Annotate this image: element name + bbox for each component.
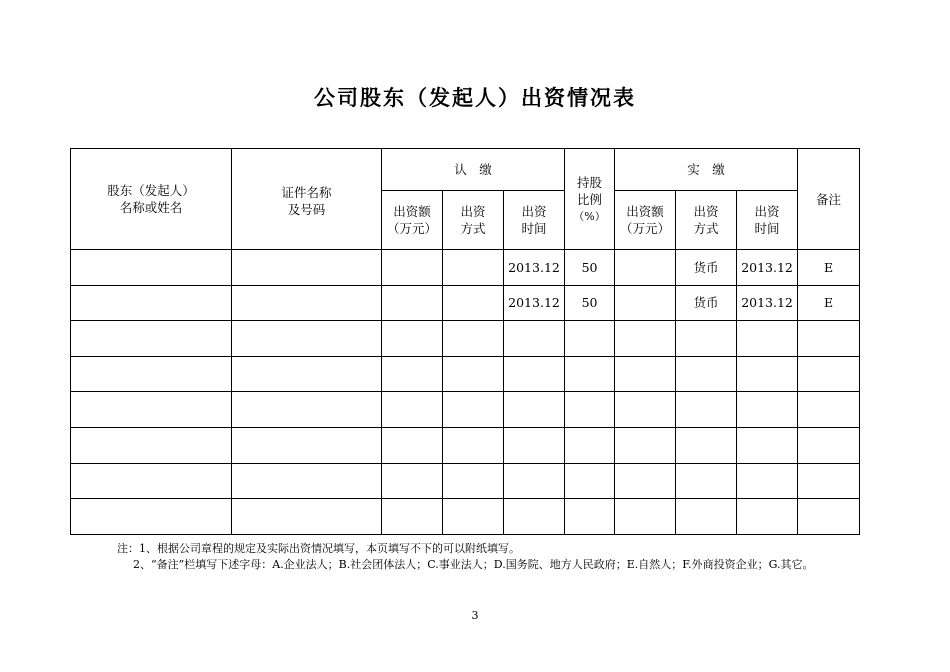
cell-sub-time (504, 463, 565, 499)
cell-remarks (798, 321, 860, 357)
cell-paid-time (737, 356, 798, 392)
header-sub-amount-line1: 出资额 (393, 204, 431, 219)
header-shareholder-line1: 股东（发起人） (107, 183, 195, 198)
cell-paid-method (676, 392, 737, 428)
header-row-1 (71, 149, 860, 191)
cell-paid-time (737, 463, 798, 499)
cell-paid-amount (615, 427, 676, 463)
cell-remarks (798, 427, 860, 463)
cell-shareholder (71, 356, 232, 392)
cell-sub-time (504, 427, 565, 463)
cell-paid-amount (615, 285, 676, 321)
header-sub-time-line1: 出资 (521, 204, 547, 219)
header-ratio-line1: 持股 (577, 175, 603, 190)
cell-sub-method (443, 321, 504, 357)
cell-sub-amount (382, 250, 443, 286)
cell-id (232, 499, 382, 535)
cell-paid-time: 2013.12 (737, 285, 798, 321)
header-id-line1: 证件名称 (281, 185, 332, 200)
cell-ratio (565, 463, 615, 499)
cell-sub-time: 2013.12 (504, 285, 565, 321)
header-sub-amount-line2: （万元） (386, 221, 437, 236)
header-paid-amount-line1: 出资额 (626, 204, 664, 219)
cell-paid-amount (615, 356, 676, 392)
cell-shareholder (71, 392, 232, 428)
header-sub-method-line1: 出资 (460, 204, 486, 219)
cell-sub-method (443, 285, 504, 321)
cell-sub-time (504, 499, 565, 535)
table-row (71, 285, 860, 321)
cell-paid-time (737, 392, 798, 428)
cell-remarks (798, 499, 860, 535)
table-row (71, 463, 860, 499)
header-paid-amount-line2: （万元） (620, 221, 671, 236)
cell-sub-method (443, 427, 504, 463)
table-row (71, 250, 860, 286)
header-subscribed: 认 缴 (382, 149, 565, 191)
note-line-1: 注：1、根据公司章程的规定及实际出资情况填写，本页填写不下的可以附纸填写。 (117, 542, 520, 555)
cell-remarks: E (798, 285, 860, 321)
cell-sub-time (504, 321, 565, 357)
cell-paid-method (676, 356, 737, 392)
cell-remarks: E (798, 250, 860, 286)
header-paid-time-line2: 时间 (754, 221, 780, 236)
cell-sub-method (443, 392, 504, 428)
header-paid-method-line1: 出资 (693, 204, 719, 219)
cell-id (232, 321, 382, 357)
header-sub-method-line2: 方式 (460, 221, 486, 236)
page-number: 3 (471, 609, 479, 622)
cell-ratio (565, 499, 615, 535)
header-ratio (565, 149, 615, 250)
header-paid-time (737, 191, 798, 250)
cell-id (232, 392, 382, 428)
table-row (71, 356, 860, 392)
cell-sub-amount (382, 427, 443, 463)
cell-sub-method (443, 250, 504, 286)
cell-ratio (565, 356, 615, 392)
header-id (232, 149, 382, 250)
header-paid-method (676, 191, 737, 250)
cell-shareholder (71, 321, 232, 357)
header-id-line2: 及号码 (287, 202, 326, 217)
header-sub-method (443, 191, 504, 250)
cell-sub-time: 2013.12 (504, 250, 565, 286)
cell-shareholder (71, 463, 232, 499)
header-paid-method-line2: 方式 (693, 221, 719, 236)
table-row (71, 321, 860, 357)
cell-paid-amount (615, 250, 676, 286)
cell-paid-time (737, 427, 798, 463)
cell-id (232, 250, 382, 286)
cell-paid-amount (615, 499, 676, 535)
cell-sub-method (443, 463, 504, 499)
cell-remarks (798, 463, 860, 499)
cell-sub-method (443, 499, 504, 535)
header-shareholder-line2: 名称或姓名 (119, 200, 183, 215)
cell-ratio (565, 321, 615, 357)
cell-ratio: 50 (565, 285, 615, 321)
header-sub-time (504, 191, 565, 250)
table-row (71, 392, 860, 428)
page-title: 公司股东（发起人）出资情况表 (314, 86, 636, 110)
cell-ratio (565, 427, 615, 463)
cell-paid-method (676, 499, 737, 535)
cell-id (232, 463, 382, 499)
cell-paid-method: 货币 (676, 250, 737, 286)
header-paid-time-line1: 出资 (754, 204, 780, 219)
header-sub-time-line2: 时间 (521, 221, 547, 236)
cell-shareholder (71, 285, 232, 321)
cell-id (232, 285, 382, 321)
cell-paid-time: 2013.12 (737, 250, 798, 286)
cell-paid-method (676, 427, 737, 463)
cell-paid-time (737, 499, 798, 535)
cell-paid-method (676, 321, 737, 357)
cell-sub-method (443, 356, 504, 392)
cell-remarks (798, 392, 860, 428)
cell-shareholder (71, 499, 232, 535)
cell-shareholder (71, 427, 232, 463)
header-remarks: 备注 (798, 149, 860, 250)
header-ratio-line3: （%） (573, 210, 606, 223)
note-line-2: 2、“备注”栏填写下述字母：A.企业法人；B.社会团体法人；C.事业法人；D.国务院、地方人民政府；E.自然人；F.外商投资企业；G.其它。 (133, 558, 814, 571)
cell-id (232, 427, 382, 463)
cell-id (232, 356, 382, 392)
cell-shareholder (71, 250, 232, 286)
cell-sub-amount (382, 321, 443, 357)
cell-sub-amount (382, 392, 443, 428)
cell-paid-amount (615, 321, 676, 357)
cell-paid-method: 货币 (676, 285, 737, 321)
header-ratio-line2: 比例 (577, 192, 603, 207)
cell-remarks (798, 356, 860, 392)
cell-sub-time (504, 392, 565, 428)
header-shareholder (71, 149, 232, 250)
cell-ratio: 50 (565, 250, 615, 286)
cell-sub-amount (382, 285, 443, 321)
capital-contribution-table (70, 148, 860, 535)
header-paid-amount (615, 191, 676, 250)
header-sub-amount (382, 191, 443, 250)
cell-ratio (565, 392, 615, 428)
cell-sub-amount (382, 499, 443, 535)
cell-sub-amount (382, 463, 443, 499)
table-row (71, 427, 860, 463)
cell-paid-amount (615, 392, 676, 428)
cell-paid-method (676, 463, 737, 499)
cell-paid-time (737, 321, 798, 357)
table-row (71, 499, 860, 535)
cell-paid-amount (615, 463, 676, 499)
header-paid: 实 缴 (615, 149, 798, 191)
cell-sub-time (504, 356, 565, 392)
cell-sub-amount (382, 356, 443, 392)
